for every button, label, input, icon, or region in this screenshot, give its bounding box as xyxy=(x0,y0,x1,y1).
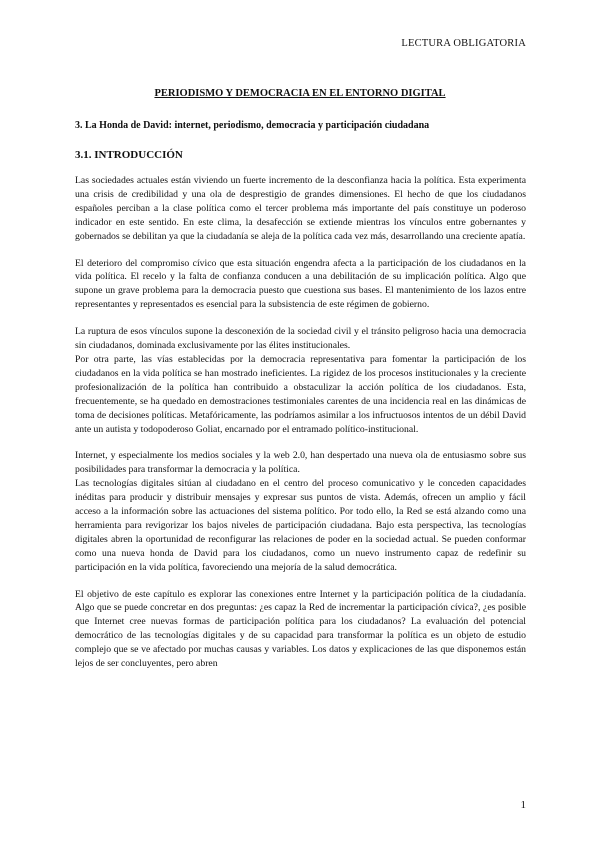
paragraph: El deterioro del compromiso cívico que esta situación engendra afecta a la participación de los ciudadanos en la vida política. El recelo y la falta de confianza conducen a una debilitación de su implicación política. Algo que supone un grave problema para la democracia puesto que cuestiona sus bases. El mantenimiento de los lazos entre representantes y representados es esencial para la subsistencia de este régimen de gobierno. xyxy=(75,257,526,311)
header-course-label: LECTURA OBLIGATORIA xyxy=(401,38,526,49)
paragraph: El objetivo de este capítulo es explorar las conexiones entre Internet y la participación política de la ciudadanía. Algo que se puede concretar en dos preguntas: ¿es capaz la Red de incrementar la participación cívica?, ¿es posible que Internet cree nuevas formas de participación política para los ciudadanos? La evaluación del potencial democrático de las tecnologías digitales y de su capacidad para transformar la política es un objeto de estudio complejo que se ve afectado por muchas causas y variables. Los datos y explicaciones de las que disponemos están lejos de ser concluyentes, pero abren xyxy=(75,588,526,670)
paragraph: Las sociedades actuales están viviendo un fuerte incremento de la desconfianza hacia la política. Esta experimenta una crisis de credibilidad y una ola de desprestigio de grandes dimensiones. El hecho de que los ciudadanos españoles perciban a la clase política como el tercer problema más importante del país constituye un poderoso indicador en este sentido. En este clima, la desafección se extiende mientras los vínculos entre gobernantes y gobernados se debilitan ya que la ciudadanía se aleja de la política cada vez más, desarrollando una creciente apatía. xyxy=(75,175,526,242)
paragraph: Por otra parte, las vías establecidas por la democracia representativa para fomentar la participación de los ciudadanos en la vida política se han mostrado ineficientes. La rigidez de los procesos institucionales y la creciente profesionalización de la política han contribuido a obstaculizar la acción política de los ciudadanos. Esta, frecuentemente, se ha quedado en demostraciones testimoniales carentes de una incidencia real en las dinámicas de toma de decisiones políticas. Metafóricamente, las podríamos asimilar a los infructuosos intentos de un débil David ante un autista y todopoderoso Goliat, encarnado por el entramado político-institucional. xyxy=(75,353,526,435)
paragraph: Las tecnologías digitales sitúan al ciudadano en el centro del proceso comunicativo y le conceden capacidades inéditas para producir y distribuir mensajes y expresar sus puntos de vista. Además, ofrecen un amplio y fácil acceso a la información sobre las actuaciones del sistema político. Por todo ello, la Red se está alzando como una herramienta para revigorizar los bajos niveles de participación ciudadana. Bajo esta perspectiva, las tecnologías digitales abren la oportunidad de reconfigurar las relaciones de poder en la sociedad actual. Se pueden conformar como una nueva honda de David para los ciudadanos, como un nuevo instrumento capaz de redefinir su participación en la vida política, favoreciendo una mejoría de la salud democrática. xyxy=(75,478,526,573)
body-text xyxy=(75,174,526,671)
paragraph: La ruptura de esos vínculos supone la desconexión de la sociedad civil y el tránsito peligroso hacia una democracia sin ciudadanos, dominada exclusivamente por las élites institucionales. xyxy=(75,326,526,352)
page-number: 1 xyxy=(520,799,526,811)
section-heading: 3.1. INTRODUCCIÓN xyxy=(75,149,183,161)
paragraph: Internet, y especialmente los medios sociales y la web 2.0, han despertado una nueva ola de entusiasmo sobre sus posibilidades para transformar la democracia y la política. xyxy=(75,450,526,476)
document-title: PERIODISMO Y DEMOCRACIA EN EL ENTORNO DIGITAL xyxy=(154,88,446,99)
chapter-subtitle: 3. La Honda de David: internet, periodismo, democracia y participación ciudadana xyxy=(75,120,430,131)
